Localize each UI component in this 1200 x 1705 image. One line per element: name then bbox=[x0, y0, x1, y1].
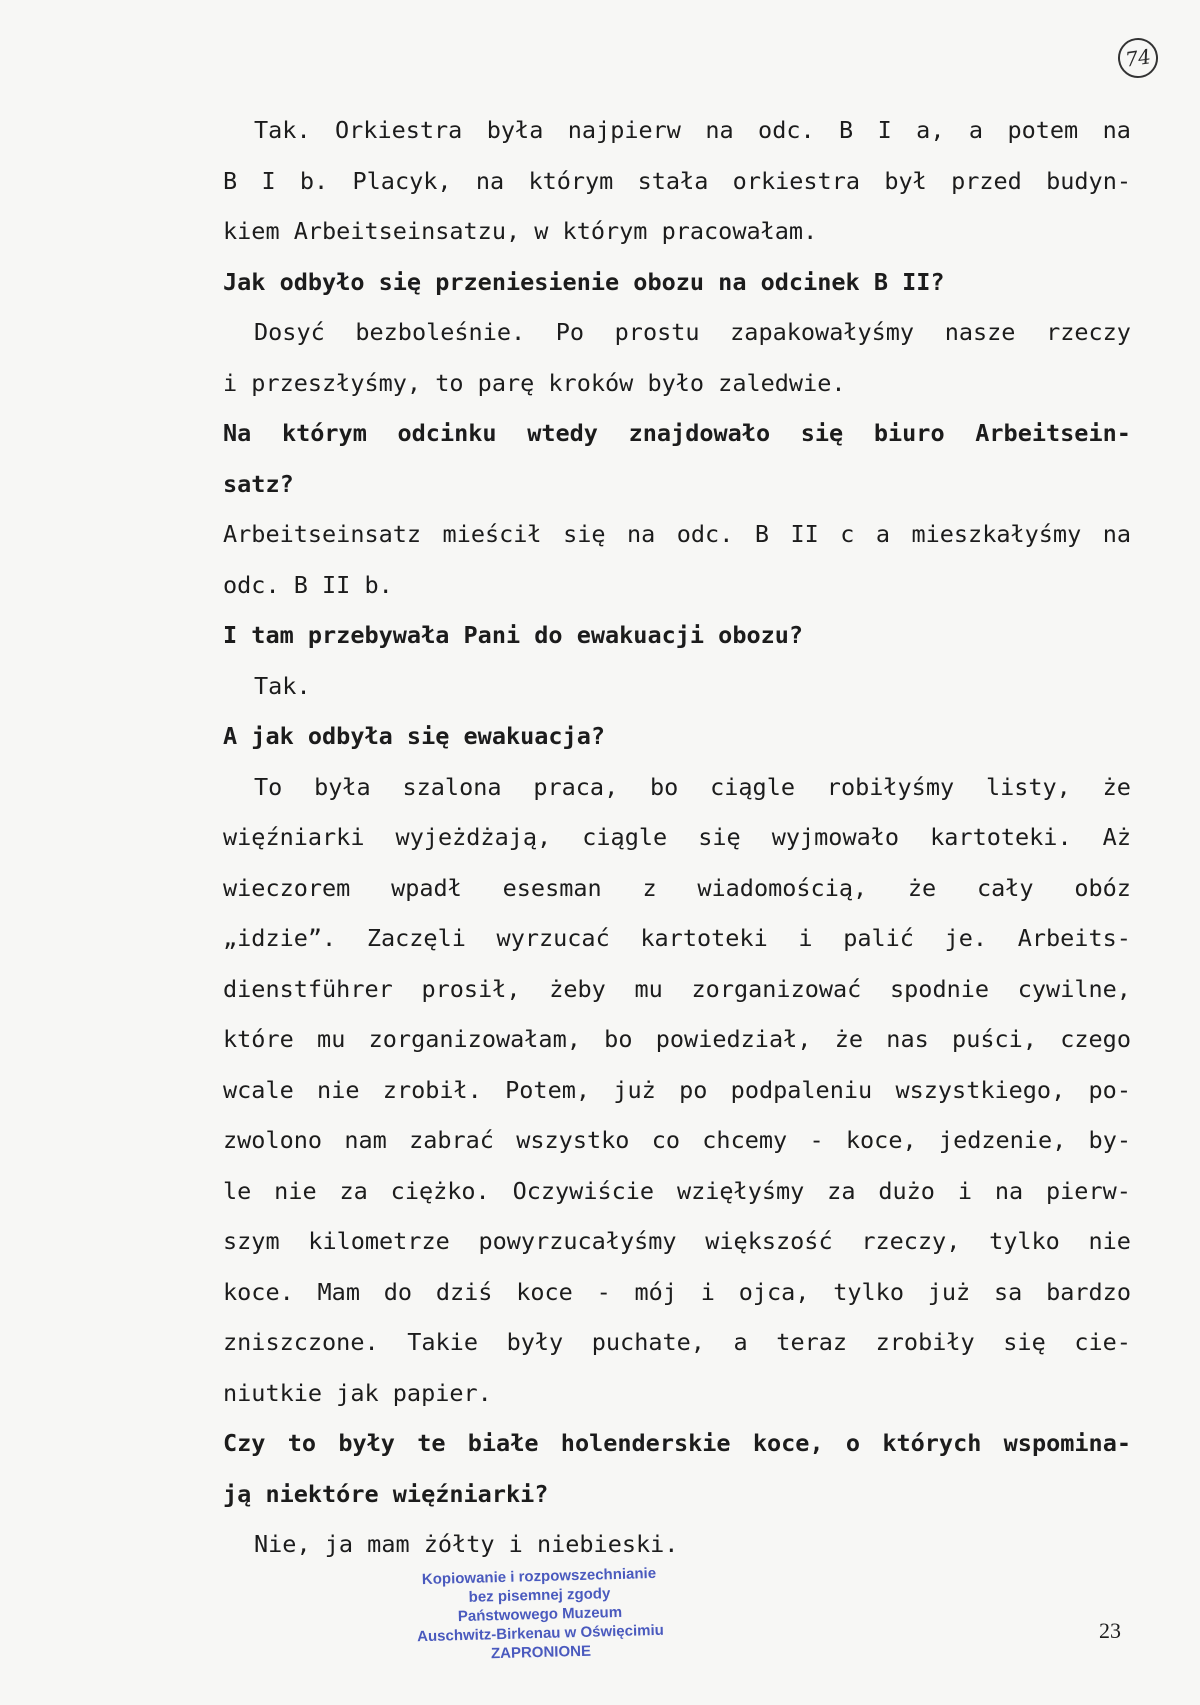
word: bardzo bbox=[1046, 1277, 1131, 1306]
word: i bbox=[798, 924, 813, 952]
word: Mam bbox=[317, 1277, 360, 1306]
word: b. bbox=[299, 166, 329, 195]
word: To bbox=[254, 772, 283, 801]
word: tylko bbox=[989, 1227, 1060, 1255]
question-line: I tam przebywała Pani do ewakuacji obozu? bbox=[223, 621, 804, 649]
word: już bbox=[927, 1277, 971, 1306]
answer-line bbox=[223, 105, 1131, 156]
stamp-line: Państwowego Muzeum bbox=[457, 1603, 623, 1626]
word: praca, bbox=[533, 772, 619, 801]
word: zorganizować bbox=[691, 974, 862, 1003]
stamp-line: Kopiowanie i rozpowszechnianie bbox=[421, 1564, 657, 1589]
word: Dosyć bbox=[254, 318, 325, 346]
word: nasze bbox=[944, 318, 1016, 346]
question-line: A jak odbyła się ewakuacja? bbox=[223, 722, 606, 750]
word: do bbox=[383, 1277, 413, 1306]
answer-line: niutkie jak papier. bbox=[223, 1378, 492, 1407]
word: Tak. bbox=[254, 116, 311, 144]
word: Aż bbox=[1102, 823, 1131, 851]
word: cywilne, bbox=[1017, 974, 1131, 1003]
word: a bbox=[968, 116, 984, 144]
answer-line bbox=[223, 762, 1131, 813]
word: Po bbox=[555, 318, 585, 346]
word: Placyk, bbox=[352, 166, 452, 195]
word: listy, bbox=[985, 772, 1071, 801]
word: Potem, bbox=[505, 1075, 591, 1104]
answer-line bbox=[223, 1166, 1131, 1217]
answer-line bbox=[223, 156, 1131, 207]
question-line bbox=[223, 408, 1131, 459]
word: co bbox=[651, 1126, 680, 1154]
word: że bbox=[907, 873, 937, 902]
word: Arbeitsein- bbox=[975, 419, 1131, 447]
word: B bbox=[223, 166, 238, 195]
word: które bbox=[223, 1025, 294, 1053]
word: kartoteki bbox=[640, 924, 768, 952]
word: dienstführer bbox=[223, 974, 393, 1003]
word: sa bbox=[994, 1277, 1023, 1306]
word: z bbox=[642, 873, 657, 902]
word: B bbox=[754, 520, 769, 548]
word: mieszkałyśmy bbox=[911, 520, 1082, 548]
word: odc. bbox=[758, 116, 815, 144]
word: prostu bbox=[614, 318, 700, 346]
word: mu bbox=[317, 1025, 346, 1053]
word: się bbox=[563, 520, 606, 548]
answer-line bbox=[223, 1014, 1131, 1065]
word: a bbox=[733, 1328, 748, 1356]
word: c bbox=[840, 520, 855, 548]
word: kilometrze bbox=[308, 1227, 450, 1255]
word: ciężko. bbox=[390, 1176, 490, 1205]
word: na bbox=[994, 1176, 1024, 1205]
page-number: 23 bbox=[1099, 1618, 1121, 1643]
word: był bbox=[884, 166, 927, 195]
answer-line bbox=[223, 964, 1131, 1015]
word: więźniarki bbox=[223, 823, 365, 851]
word: podpaleniu bbox=[730, 1075, 873, 1104]
word: były bbox=[506, 1328, 564, 1356]
word: mieścił bbox=[442, 520, 542, 548]
word: prosił, bbox=[421, 974, 521, 1003]
word: bo bbox=[650, 772, 679, 801]
word: pierw- bbox=[1046, 1176, 1131, 1205]
word: Czy bbox=[223, 1429, 266, 1457]
word: potem bbox=[1007, 116, 1079, 144]
word: spodnie bbox=[890, 974, 990, 1003]
word: holenderskie bbox=[560, 1429, 731, 1457]
word: Arbeits- bbox=[1017, 924, 1131, 952]
word: zabrać bbox=[409, 1126, 494, 1154]
word: koce, bbox=[845, 1126, 917, 1154]
archive-number-circled: 74 bbox=[1115, 35, 1160, 80]
question-line: satz? bbox=[223, 469, 294, 498]
word: ciągle bbox=[582, 823, 668, 851]
word: ojca, bbox=[738, 1277, 810, 1306]
word: o bbox=[845, 1429, 861, 1457]
word: puści, bbox=[952, 1025, 1037, 1053]
word: mój bbox=[634, 1277, 677, 1306]
word: wyrzucać bbox=[496, 924, 610, 952]
word: nam bbox=[344, 1126, 387, 1154]
word: - bbox=[596, 1277, 611, 1306]
answer-line: Tak. bbox=[254, 671, 311, 700]
word: zniszczone. bbox=[223, 1328, 379, 1356]
word: palić bbox=[843, 924, 914, 952]
word: dziś bbox=[435, 1277, 493, 1306]
answer-line: Nie, ja mam żółty i niebieski. bbox=[254, 1530, 679, 1558]
word: powiedział, bbox=[655, 1025, 812, 1053]
word: wieczorem bbox=[223, 873, 351, 902]
word: że bbox=[834, 1025, 863, 1053]
word: cie- bbox=[1074, 1328, 1131, 1356]
word: była bbox=[486, 116, 544, 144]
word: szalona bbox=[402, 772, 502, 801]
word: którym bbox=[528, 166, 614, 195]
word: większość bbox=[705, 1227, 833, 1255]
question-line: Jak odbyło się przeniesienie obozu na odcinek B II? bbox=[223, 267, 945, 296]
word: i bbox=[957, 1176, 972, 1205]
answer-line bbox=[223, 1317, 1131, 1368]
word: białe bbox=[467, 1429, 539, 1457]
word: I bbox=[261, 166, 276, 195]
answer-line bbox=[223, 913, 1131, 964]
word: Arbeitseinsatz bbox=[223, 520, 422, 548]
answer-line bbox=[223, 307, 1131, 358]
word: na bbox=[626, 520, 656, 548]
word: nas bbox=[886, 1025, 929, 1053]
word: wiadomością, bbox=[697, 873, 868, 902]
word: je. bbox=[944, 924, 988, 952]
answer-line bbox=[223, 1115, 1131, 1166]
word: na bbox=[1102, 116, 1131, 144]
word: na bbox=[705, 116, 734, 144]
word: Oczywiście bbox=[512, 1176, 655, 1205]
word: powyrzucałyśmy bbox=[478, 1227, 677, 1255]
word: to bbox=[287, 1429, 317, 1457]
word: wspomina- bbox=[1003, 1429, 1131, 1457]
word: biuro bbox=[873, 419, 945, 447]
answer-line: kiem Arbeitseinsatzu, w którym pracowałam. bbox=[223, 217, 818, 245]
word: chcemy bbox=[702, 1126, 788, 1154]
question-line: ją niektóre więźniarki? bbox=[223, 1479, 549, 1508]
word: rzeczy, bbox=[861, 1227, 961, 1255]
stamp-line: Auschwitz-Birkenau w Oświęcimiu bbox=[416, 1621, 665, 1646]
word: a bbox=[875, 520, 890, 548]
answer-line bbox=[223, 1065, 1131, 1116]
word: by- bbox=[1088, 1126, 1131, 1154]
copyright-stamp bbox=[389, 1563, 691, 1666]
word: na bbox=[1102, 520, 1131, 548]
word: zrobiły bbox=[875, 1328, 975, 1356]
word: ciągle bbox=[710, 772, 795, 801]
word: za bbox=[339, 1176, 368, 1205]
word: bezboleśnie. bbox=[355, 318, 526, 346]
word: wszystkiego, bbox=[895, 1075, 1066, 1104]
word: wyjmowało bbox=[771, 823, 900, 851]
word: tylko bbox=[833, 1277, 904, 1306]
word: na bbox=[475, 166, 505, 195]
word: robiłyśmy bbox=[826, 772, 955, 801]
word: najpierw bbox=[567, 116, 681, 144]
word: koce, bbox=[752, 1429, 824, 1457]
word: że bbox=[1102, 772, 1131, 801]
word: Takie bbox=[407, 1328, 478, 1356]
word: nie bbox=[317, 1075, 360, 1104]
word: których bbox=[882, 1429, 982, 1457]
word: puchate, bbox=[591, 1328, 705, 1356]
word: przed bbox=[951, 166, 1022, 195]
word: się bbox=[698, 823, 741, 851]
word: po- bbox=[1088, 1075, 1131, 1104]
answer-line: i przeszłyśmy, to parę kroków było zaledwie. bbox=[223, 368, 846, 397]
word: nie bbox=[1088, 1227, 1131, 1255]
transcript-body bbox=[223, 105, 1131, 1570]
word: się bbox=[1003, 1328, 1046, 1356]
word: zorganizowałam, bbox=[368, 1025, 581, 1053]
answer-line bbox=[223, 1216, 1131, 1267]
word: wyjeżdżają, bbox=[395, 823, 552, 851]
word: koce. bbox=[223, 1277, 294, 1306]
word: nie bbox=[274, 1176, 317, 1205]
word: „idzie”. bbox=[223, 924, 337, 952]
word: się bbox=[800, 419, 844, 447]
word: I bbox=[877, 116, 892, 144]
word: kartoteki. bbox=[930, 823, 1072, 851]
word: żeby bbox=[549, 974, 606, 1003]
question-line bbox=[223, 1418, 1131, 1469]
word: wszystko bbox=[516, 1126, 630, 1154]
word: czego bbox=[1060, 1025, 1131, 1053]
word: i bbox=[700, 1277, 715, 1306]
stamp-line: ZAPRONIONE bbox=[490, 1642, 592, 1663]
word: teraz bbox=[776, 1328, 848, 1356]
answer-line bbox=[223, 1267, 1131, 1318]
word: wpadł bbox=[391, 873, 462, 902]
word: dużo bbox=[878, 1176, 935, 1205]
word: obóz bbox=[1074, 873, 1131, 902]
word: budyn- bbox=[1046, 166, 1131, 195]
word: jedzenie, bbox=[938, 1126, 1067, 1154]
answer-line bbox=[223, 509, 1131, 560]
word: Zaczęli bbox=[366, 924, 466, 952]
word: po bbox=[679, 1075, 708, 1104]
word: stała bbox=[637, 166, 709, 195]
word: B bbox=[839, 116, 854, 144]
word: te bbox=[417, 1429, 446, 1457]
word: wcale bbox=[223, 1075, 294, 1104]
answer-line: odc. B II b. bbox=[223, 570, 393, 599]
word: II bbox=[790, 520, 819, 548]
word: le bbox=[223, 1176, 252, 1205]
word: orkiestra bbox=[732, 166, 861, 195]
word: a, bbox=[916, 116, 945, 144]
word: bo bbox=[604, 1025, 633, 1053]
word: Na bbox=[223, 419, 252, 447]
word: - bbox=[809, 1126, 824, 1154]
word: wzięłyśmy bbox=[676, 1176, 805, 1205]
word: za bbox=[827, 1176, 856, 1205]
word: którym bbox=[281, 419, 367, 447]
word: koce bbox=[516, 1277, 573, 1306]
word: była bbox=[314, 772, 371, 801]
stamp-line: bez pisemnej zgody bbox=[468, 1585, 611, 1606]
answer-line bbox=[223, 812, 1131, 863]
word: wtedy bbox=[527, 419, 598, 447]
word: zwolono bbox=[223, 1126, 323, 1154]
word: mu bbox=[634, 974, 663, 1003]
answer-line bbox=[223, 863, 1131, 914]
word: zrobił. bbox=[382, 1075, 482, 1104]
word: rzeczy bbox=[1046, 318, 1131, 346]
word: Orkiestra bbox=[335, 116, 463, 144]
word: odc. bbox=[676, 520, 734, 548]
word: szym bbox=[223, 1227, 280, 1255]
word: zapakowałyśmy bbox=[730, 318, 915, 346]
word: esesman bbox=[502, 873, 602, 902]
word: już bbox=[613, 1075, 656, 1104]
word: cały bbox=[976, 873, 1034, 902]
word: znajdowało bbox=[628, 419, 771, 447]
word: odcinku bbox=[397, 419, 497, 447]
word: były bbox=[338, 1429, 395, 1457]
